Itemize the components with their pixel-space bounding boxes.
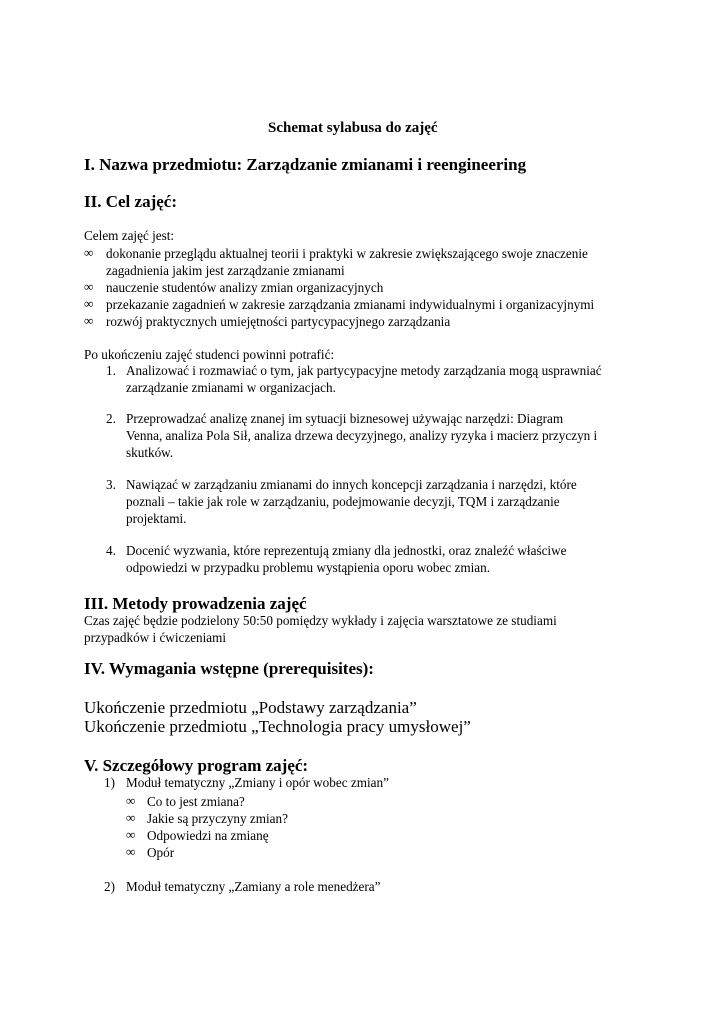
section-3-text: Czas zajęć będzie podzielony 50:50 pomiędzy wykłady i zajęcia warsztatowe ze studiami (84, 613, 557, 628)
list-item-continuation: odpowiedzi w przypadku problemu wystąpienia oporu wobec zmian. (126, 560, 491, 575)
list-item-continuation: Venna, analiza Pola Sił, analiza drzewa decyzyjnego, analizy ryzyka i macierz przyczyn i (126, 428, 598, 443)
list-number: 2) (104, 879, 115, 894)
list-item-continuation: zagadnienia jakim jest zarządzanie zmianami (106, 263, 345, 278)
module-label: Moduł tematyczny „Zamiany a role menedżera” (126, 879, 381, 894)
infinity-bullet-icon: ∞ (84, 313, 94, 328)
section-3-text: przypadków i ćwiczeniami (84, 630, 227, 645)
infinity-bullet-icon: ∞ (84, 279, 94, 294)
list-number: 2. (106, 411, 116, 426)
list-item: Analizować i rozmawiać o tym, jak partycypacyjne metody zarządzania mogą usprawniać (126, 363, 602, 378)
infinity-bullet-icon: ∞ (84, 245, 94, 260)
list-item: przekazanie zagadnień w zakresie zarządzania zmianami indywidualnymi i organizacyjnymi (106, 297, 595, 312)
prerequisite-item: Ukończenie przedmiotu „Technologia pracy umysłowej” (84, 717, 471, 736)
list-item: Opór (147, 845, 175, 860)
section-2-heading: II. Cel zajęć: (84, 192, 177, 211)
infinity-bullet-icon: ∞ (126, 810, 136, 825)
infinity-bullet-icon: ∞ (126, 793, 136, 808)
list-item: Nawiązać w zarządzaniu zmianami do innych koncepcji zarządzania i narzędzi, które (126, 477, 577, 492)
section-2-intro: Celem zajęć jest: (84, 228, 175, 243)
list-item-continuation: zarządzanie zmianami w organizacjach. (126, 380, 336, 395)
list-item: Co to jest zmiana? (147, 794, 245, 809)
list-item: rozwój praktycznych umiejętności partycypacyjnego zarządzania (106, 314, 451, 329)
section-3-heading: III. Metody prowadzenia zajęć (84, 594, 307, 613)
list-item-continuation: poznali – takie jak role w zarządzaniu, podejmowanie decyzji, TQM i zarządzanie (126, 494, 560, 509)
list-number: 4. (106, 543, 116, 558)
list-item: Odpowiedzi na zmianę (147, 828, 269, 843)
infinity-bullet-icon: ∞ (126, 827, 136, 842)
list-number: 1. (106, 363, 116, 378)
infinity-bullet-icon: ∞ (126, 844, 136, 859)
section-5-heading: V. Szczegółowy program zajęć: (84, 756, 309, 775)
list-item: Jakie są przyczyny zmian? (147, 811, 288, 826)
section-4-heading: IV. Wymagania wstępne (prerequisites): (84, 659, 374, 678)
list-item: nauczenie studentów analizy zmian organizacyjnych (106, 280, 384, 295)
list-item-continuation: skutków. (126, 445, 174, 460)
document-title: Schemat sylabusa do zajęć (268, 120, 438, 136)
list-item: dokonanie przeglądu aktualnej teorii i praktyki w zakresie zwiększającego swoje znaczenie (106, 246, 588, 261)
infinity-bullet-icon: ∞ (84, 296, 94, 311)
section-1-heading: I. Nazwa przedmiotu: Zarządzanie zmianami i reengineering (84, 155, 527, 174)
list-number: 1) (104, 775, 115, 790)
list-item-continuation: projektami. (126, 511, 187, 526)
list-item: Przeprowadzać analizę znanej im sytuacji biznesowej używając narzędzi: Diagram (126, 411, 564, 426)
list-number: 3. (106, 477, 116, 492)
prerequisite-item: Ukończenie przedmiotu „Podstawy zarządzania” (84, 698, 417, 717)
list-item: Docenić wyzwania, które reprezentują zmiany dla jednostki, oraz znaleźć właściwe (126, 543, 567, 558)
outcomes-intro: Po ukończeniu zajęć studenci powinni potrafić: (84, 347, 335, 362)
module-label: Moduł tematyczny „Zmiany i opór wobec zmian” (126, 775, 389, 790)
